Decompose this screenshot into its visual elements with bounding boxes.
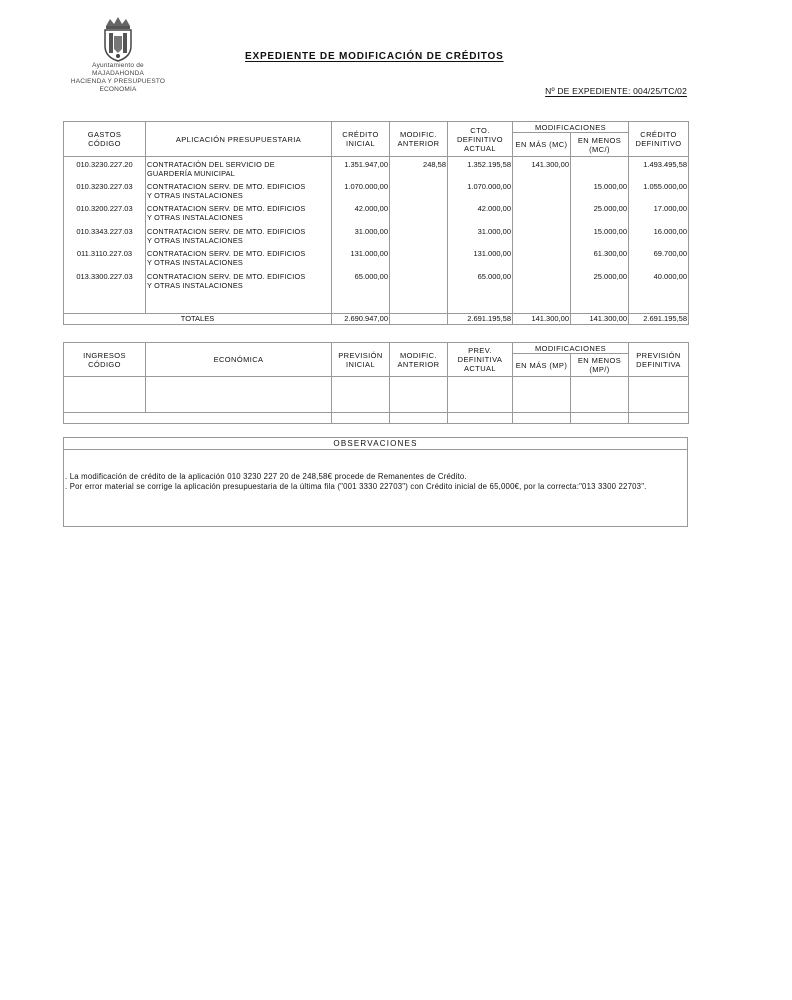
row-modific-anterior (390, 271, 448, 294)
totals-label: TOTALES (64, 313, 332, 324)
en-mas-header: EN MÁS (MC) (513, 133, 571, 157)
gastos-spacer-row (64, 293, 689, 313)
row-en-menos: 25.000,00 (571, 271, 629, 294)
row-en-menos (571, 157, 629, 181)
row-credito-definitivo: 16.000,00 (629, 226, 689, 249)
row-credito-inicial: 42.000,00 (332, 203, 390, 226)
row-credito-inicial: 1.351.947,00 (332, 157, 390, 181)
gastos-codigo-header: GASTOS CÓDIGO (64, 122, 146, 157)
row-en-menos: 25.000,00 (571, 203, 629, 226)
ingresos-totals-row (64, 413, 689, 424)
row-codigo: 010.3343.227.03 (64, 226, 146, 249)
totals-menos: 141.300,00 (571, 313, 629, 324)
aplicacion-header: APLICACIÓN PRESUPUESTARIA (146, 122, 332, 157)
row-modific-anterior (390, 226, 448, 249)
row-credito-definitivo: 1.055.000,00 (629, 181, 689, 204)
row-credito-definitivo: 1.493.495,58 (629, 157, 689, 181)
credito-inicial-header: CRÉDITO INICIAL (332, 122, 390, 157)
row-en-mas (513, 203, 571, 226)
prevision-definitiva-header: PREVISIÓN DEFINITIVA (629, 343, 689, 377)
row-codigo: 010.3230.227.20 (64, 157, 146, 181)
row-codigo: 010.3200.227.03 (64, 203, 146, 226)
row-en-mas (513, 226, 571, 249)
row-cto-actual: 31.000,00 (448, 226, 513, 249)
table-row (64, 203, 689, 226)
row-aplicacion: CONTRATACION SERV. DE MTO. EDIFICIOS Y OTRAS INSTALACIONES (146, 203, 332, 226)
row-modific-anterior: 248,58 (390, 157, 448, 181)
economica-header: ECONÓMICA (146, 343, 332, 377)
document-title: EXPEDIENTE DE MODIFICACIÓN DE CRÉDITOS (245, 51, 504, 62)
ingresos-modific-anterior-header: MODIFIC. ANTERIOR (390, 343, 448, 377)
credito-definitivo-header: CRÉDITO DEFINITIVO (629, 122, 689, 157)
row-modific-anterior (390, 181, 448, 204)
row-credito-inicial: 1.070.000,00 (332, 181, 390, 204)
gastos-table (63, 121, 689, 325)
table-row (64, 271, 689, 294)
row-credito-inicial: 31.000,00 (332, 226, 390, 249)
coat-of-arms-icon (98, 16, 138, 62)
row-codigo: 013.3300.227.03 (64, 271, 146, 294)
modificaciones-header: MODIFICACIONES (513, 122, 629, 133)
prevision-inicial-header: PREVISIÓN INICIAL (332, 343, 390, 377)
row-en-mas (513, 248, 571, 271)
cto-definitivo-header: CTO. DEFINITIVO ACTUAL (448, 122, 513, 157)
row-cto-actual: 42.000,00 (448, 203, 513, 226)
row-credito-definitivo: 40.000,00 (629, 271, 689, 294)
row-credito-inicial: 65.000,00 (332, 271, 390, 294)
observaciones-title: OBSERVACIONES (64, 438, 687, 450)
logo-line-1: Ayuntamiento de (92, 62, 144, 69)
table-row (64, 226, 689, 249)
observaciones-line-1: . La modificación de crédito de la aplicación 010 3230 227 20 de 248,58€ procede de Remanentes de Crédito. (65, 472, 467, 481)
row-credito-definitivo: 69.700,00 (629, 248, 689, 271)
ingresos-table (63, 342, 689, 424)
prev-definitiva-actual-header: PREV. DEFINITIVA ACTUAL (448, 343, 513, 377)
totals-actual: 2.691.195,58 (448, 313, 513, 324)
row-cto-actual: 65.000,00 (448, 271, 513, 294)
row-aplicacion: CONTRATACIÓN DEL SERVICIO DE GUARDERÍA MUNICIPAL (146, 157, 332, 181)
totals-inicial: 2.690.947,00 (332, 313, 390, 324)
row-aplicacion: CONTRATACION SERV. DE MTO. EDIFICIOS Y OTRAS INSTALACIONES (146, 181, 332, 204)
ingresos-en-mas-header: EN MÁS (MP) (513, 354, 571, 377)
ingresos-codigo-header: INGRESOS CÓDIGO (64, 343, 146, 377)
table-row (64, 157, 689, 181)
totals-mas: 141.300,00 (513, 313, 571, 324)
municipal-logo (64, 16, 172, 120)
totals-anterior (390, 313, 448, 324)
logo-line-3: HACIENDA Y PRESUPUESTO (70, 78, 166, 85)
totals-definitivo: 2.691.195,58 (629, 313, 689, 324)
row-en-menos: 15.000,00 (571, 226, 629, 249)
row-en-mas (513, 271, 571, 294)
totals-row (64, 313, 689, 324)
row-credito-definitivo: 17.000,00 (629, 203, 689, 226)
row-cto-actual: 131.000,00 (448, 248, 513, 271)
row-aplicacion: CONTRATACION SERV. DE MTO. EDIFICIOS Y OTRAS INSTALACIONES (146, 271, 332, 294)
logo-line-4: ECONOMIA (99, 86, 137, 93)
row-aplicacion: CONTRATACION SERV. DE MTO. EDIFICIOS Y OTRAS INSTALACIONES (146, 226, 332, 249)
ingresos-empty-row (64, 377, 689, 413)
row-codigo: 011.3110.227.03 (64, 248, 146, 271)
row-en-menos: 61.300,00 (571, 248, 629, 271)
row-credito-inicial: 131.000,00 (332, 248, 390, 271)
expediente-number: Nº DE EXPEDIENTE: 004/25/TC/02 (545, 86, 687, 96)
row-en-mas (513, 181, 571, 204)
row-cto-actual: 1.352.195,58 (448, 157, 513, 181)
row-en-menos: 15.000,00 (571, 181, 629, 204)
row-modific-anterior (390, 203, 448, 226)
ingresos-modificaciones-header: MODIFICACIONES (513, 343, 629, 354)
row-modific-anterior (390, 248, 448, 271)
observaciones-box (63, 437, 688, 527)
gastos-rows (64, 157, 689, 294)
ingresos-en-menos-header: EN MENOS (MP/) (571, 354, 629, 377)
row-codigo: 010.3230.227.03 (64, 181, 146, 204)
modific-anterior-header: MODIFIC. ANTERIOR (390, 122, 448, 157)
row-aplicacion: CONTRATACION SERV. DE MTO. EDIFICIOS Y OTRAS INSTALACIONES (146, 248, 332, 271)
table-row (64, 181, 689, 204)
row-en-mas: 141.300,00 (513, 157, 571, 181)
table-row (64, 248, 689, 271)
observaciones-line-2: . Por error material se corrige la aplicación presupuestaria de la última fila ("001 3330 22703") con Crédito inicial de 65,000€, por la correcta:"013 3300 22703". (65, 482, 647, 491)
en-menos-header: EN MENOS (MC/) (571, 133, 629, 157)
logo-line-2: MAJADAHONDA (91, 70, 145, 77)
row-cto-actual: 1.070.000,00 (448, 181, 513, 204)
